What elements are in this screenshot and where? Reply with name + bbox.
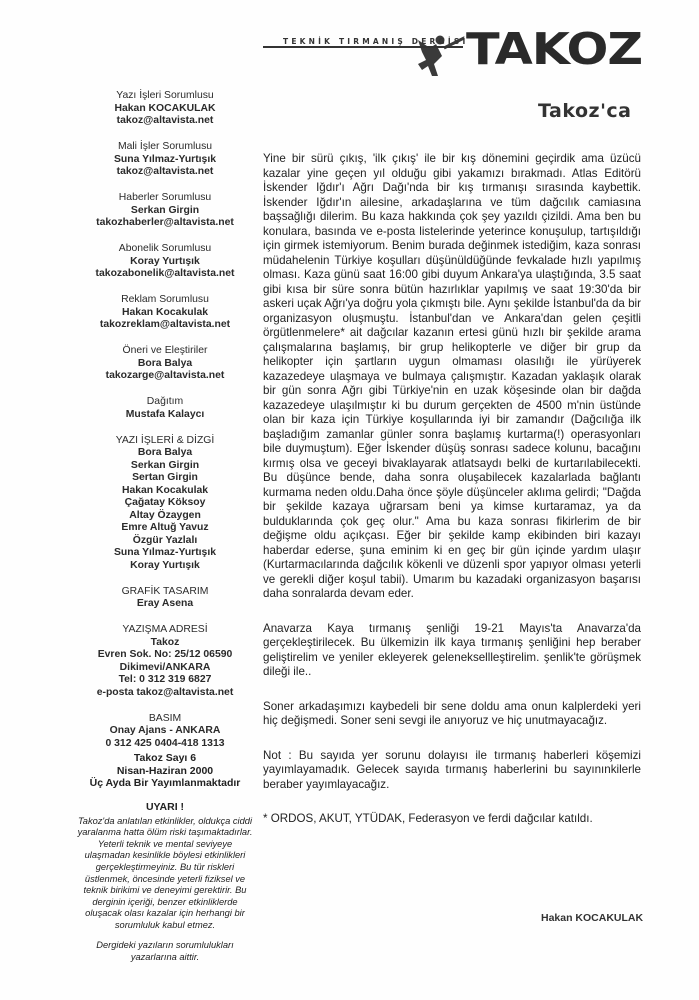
credit-line: Takoz <box>150 636 180 648</box>
issue-date: Nisan-Haziran 2000 <box>116 764 214 777</box>
credit-heading: Abonelik Sorumlusu <box>118 243 212 254</box>
credit-line: Hakan KOCAKULAK <box>114 102 216 114</box>
credit-heading: YAZIŞMA ADRESİ <box>122 624 208 635</box>
credit-heading: Dağıtım <box>146 396 184 407</box>
credit-line: Eray Asena <box>136 598 194 609</box>
credit-line: Bora Balya <box>137 447 193 458</box>
issue-frequency: Üç Ayda Bir Yayımlanmaktadır <box>89 777 241 789</box>
issue-info <box>76 752 254 790</box>
credit-line: e-posta takoz@altavista.net <box>96 686 234 698</box>
credit-line: Dikimevi/ANKARA <box>119 661 211 673</box>
article-paragraph: Anavarza Kaya tırmanış şenliği 19-21 Mayıs'ta Anavarza'da gerçekleştirilecek. Bu ülkemizin ilk kaya tırmanış şenliğini hep beraber geliştirelim ve yeniler ekleyerek geleneksellleştirelim. şenlik'te görüşmek dileği ile.. <box>263 621 641 678</box>
issue-number: Takoz Sayı 6 <box>133 752 197 764</box>
credit-line: takozarge@altavista.net <box>105 370 225 381</box>
takoz-logo: TAKOZ <box>466 24 642 75</box>
credit-line: Altay Özaygen <box>129 509 201 521</box>
article-paragraph: Yine bir sürü çıkış, 'ilk çıkış' ile bir kış dönemini geçirdik ama üzücü kazalar yine geçen yıl olduğu gibi yakamızı bırakmadı. Atlas Editörü İskender Iğdır'ı Ağrı Dağı'nda bir kış tırmanışı sırasında kaybettik. İskender Iğdır'ın ailesine, arkadaşlarına ve tüm dağcılık camiasına başsağlığı dilerim. Bu kaza hakkında çok şey yazıldı çizildi. Ama ben bu konulara, basında ve e-posta listelerinde yeterince konuşulup, tartışıldığı için girmek istemiyorum. Benim burada değinmek istediğim, kaza sonrası müdahelenin Türkiye koşulları düşünüldüğünde fevkalade hızlı yapılmış olması. Kaza günü saat 16:00 gibi duyum Ankara'ya ulaştığında, 3.5 saat gibi kısa bir süre sonra bütün hazırlıklar yapılmış ve saat 19:30'da bir askeri uçak Ağrı'ya doğru yola çıkmıştı bile. Aynı şekilde İstanbul'da da bir organizasyon oluşmuştu. İstanbul'dan ve Ankara'dan gelen çeşitli örgütlenmelere* ait dağcılar kazanın ertesi günü hızlı bir şekilde arama çalışmalarına başlamış, bir grup helikopterle ve diğer bir grup da helikopter için şartların uygun olmaması olasılığı ile yürüyerek kazazedeye ulaşmaya ve bulmaya çalışmıştır. Kazadan yaklaşık olarak bir gün sonra Ağrı gibi Türkiye'nin en uzak köşesinde olan bir dağda kazazedeye ulaşılmıştır ki bu durum gerçekten de 4500 m'nin üstünde olan bir kaza için Türkiye koşullarında iyi bir zamandır (Dağcılığa ilk başladığım zamanlar günler sonra başlamış kurtarma(!) operasyonları bile duymuştum). Eğer İskender düşüş sonrası sadece kolunu, bacağını kırmış olsa ve geceyi bivaklayarak atlatsaydı belki de kurtarılabilecekti. Bu düşünce bende, daha sonra oluşabilecek kazalarlada bağlantı kurmama neden oldu.Daha önce şöyle düşünceler aklıma gelirdi; "Dağda bir şekilde kazaya uğrarsam beni ya kimse kurtaramaz, ya da bulduklarında çok geç olur." Ama bu kaza sonrası fikirlerim de bir değişme oldu açıkçası. Eğer bir şekilde kamp ekibinden biri kazayı haberdar ederse, şuna eminim ki en geç bir gün içinde yardım ulaşır (Kurtarmacılarında dağcılık kökenli ve düzenli spor yapıyor olması yeterli ve gerekli diğer koşul tabii). Umarım bu kazadaki organizasyon başarısı daha sonralarda devam eder. <box>263 152 641 600</box>
credit-line: takozabonelik@altavista.net <box>95 268 235 279</box>
credit-heading: Yazı İşleri Sorumlusu <box>116 90 214 101</box>
credit-line: 0 312 425 0404-418 1313 <box>105 737 225 749</box>
credit-line: takoz@altavista.net <box>116 115 214 126</box>
author-signature: Hakan KOCAKULAK <box>541 912 644 924</box>
disclaimer: Dergideki yazıların sorumlulukları yazarlarına aittir. <box>96 940 234 962</box>
credit-heading: GRAFİK TASARIM <box>121 585 209 597</box>
warning-text: Takoz'da anlatılan etkinlikler, oldukça ciddi yaralanma hatta ölüm riski taşımaktadırlar. Yeterli teknik ve mental seviyeye ulaşmadan kesinlikle böylesi etkinlikleri gerçekleştirmeyiniz. Bu tür riskleri üstlenmek, öncesinde yeterli fiziksel ve teknik birikimi ve deneyimi gerektirir. Bu derginin içeriği, benzer etkinliklerde oluşacak olası kazalar için herhangi bir sorumluluk kabul etmez. <box>77 815 253 930</box>
credit-heading: Mali İşler Sorumlusu <box>117 141 213 152</box>
credit-line: takoz@altavista.net <box>116 166 214 177</box>
credit-block <box>76 396 254 421</box>
credit-line: Tel: 0 312 319 6827 <box>118 674 212 685</box>
masthead-credits <box>76 90 254 764</box>
credit-block <box>76 192 254 230</box>
credit-line: Onay Ajans - ANKARA <box>109 725 221 736</box>
credit-line: Evren Sok. No: 25/12 06590 <box>97 649 233 660</box>
credit-block <box>76 713 254 751</box>
credit-block <box>76 435 254 573</box>
masthead <box>0 0 699 90</box>
credit-line: Bora Balya <box>137 357 193 369</box>
credit-line: Suna Yılmaz-Yurtışık <box>113 153 217 165</box>
credit-line: Mustafa Kalaycı <box>125 408 205 420</box>
credit-block <box>76 294 254 332</box>
header-rule <box>263 46 463 48</box>
credit-line: Serkan Girgin <box>130 459 200 471</box>
credit-line: Özgür Yazlalı <box>132 534 198 546</box>
magazine-tagline: TEKNİK TIRMANIŞ DERGİSİ <box>283 37 469 46</box>
warning-box <box>76 802 254 932</box>
article-paragraph: Soner arkadaşımızı kaybedeli bir sene doldu ama onun kalplerdeki yeri hiç değişmedi. Soner seni sevgi ile anıyoruz ve hiç unutmayacağız. <box>263 699 641 727</box>
credit-line: takozhaberler@altavista.net <box>96 217 234 228</box>
editorial-article <box>263 152 641 849</box>
page-title: Takoz'ca <box>538 100 632 122</box>
credit-block <box>76 243 254 281</box>
credit-line: Hakan Kocakulak <box>121 306 209 318</box>
credit-line: Sertan Girgin <box>132 472 198 483</box>
warning-title: UYARI ! <box>145 801 185 813</box>
credit-block <box>76 345 254 383</box>
credit-heading: Reklam Sorumlusu <box>121 294 209 305</box>
credit-line: Çağatay Köksoy <box>124 497 206 508</box>
credit-heading: Öneri ve Eleştiriler <box>122 345 208 356</box>
credit-block <box>76 141 254 179</box>
credit-line: Koray Yurtışık <box>130 255 200 267</box>
footnote: * ORDOS, AKUT, YTÜDAK, Federasyon ve ferdi dağcılar katıldı. <box>263 812 593 825</box>
credit-line: Suna Yılmaz-Yurtışık <box>113 547 217 558</box>
credit-heading: YAZI İŞLERİ & DİZGİ <box>115 434 215 446</box>
credit-block <box>76 586 254 611</box>
article-paragraph: Not : Bu sayıda yer sorunu dolayısı ile tırmanış haberleri köşemizi yayımlayamadık. Gelecek sayıda tırmanış haberlerini bu sayınınkilerle beraber yayımlayacağız. <box>263 748 641 791</box>
credit-line: Serkan Girgin <box>130 204 200 216</box>
credit-heading: Haberler Sorumlusu <box>118 192 212 203</box>
credit-line: Hakan Kocakulak <box>121 484 209 496</box>
credit-line: Emre Altuğ Yavuz <box>121 522 209 533</box>
credit-heading: BASIM <box>148 712 182 724</box>
credit-line: Koray Yurtışık <box>130 559 200 571</box>
credit-block <box>76 624 254 699</box>
credit-block <box>76 90 254 128</box>
credit-line: takozreklam@altavista.net <box>99 319 231 330</box>
